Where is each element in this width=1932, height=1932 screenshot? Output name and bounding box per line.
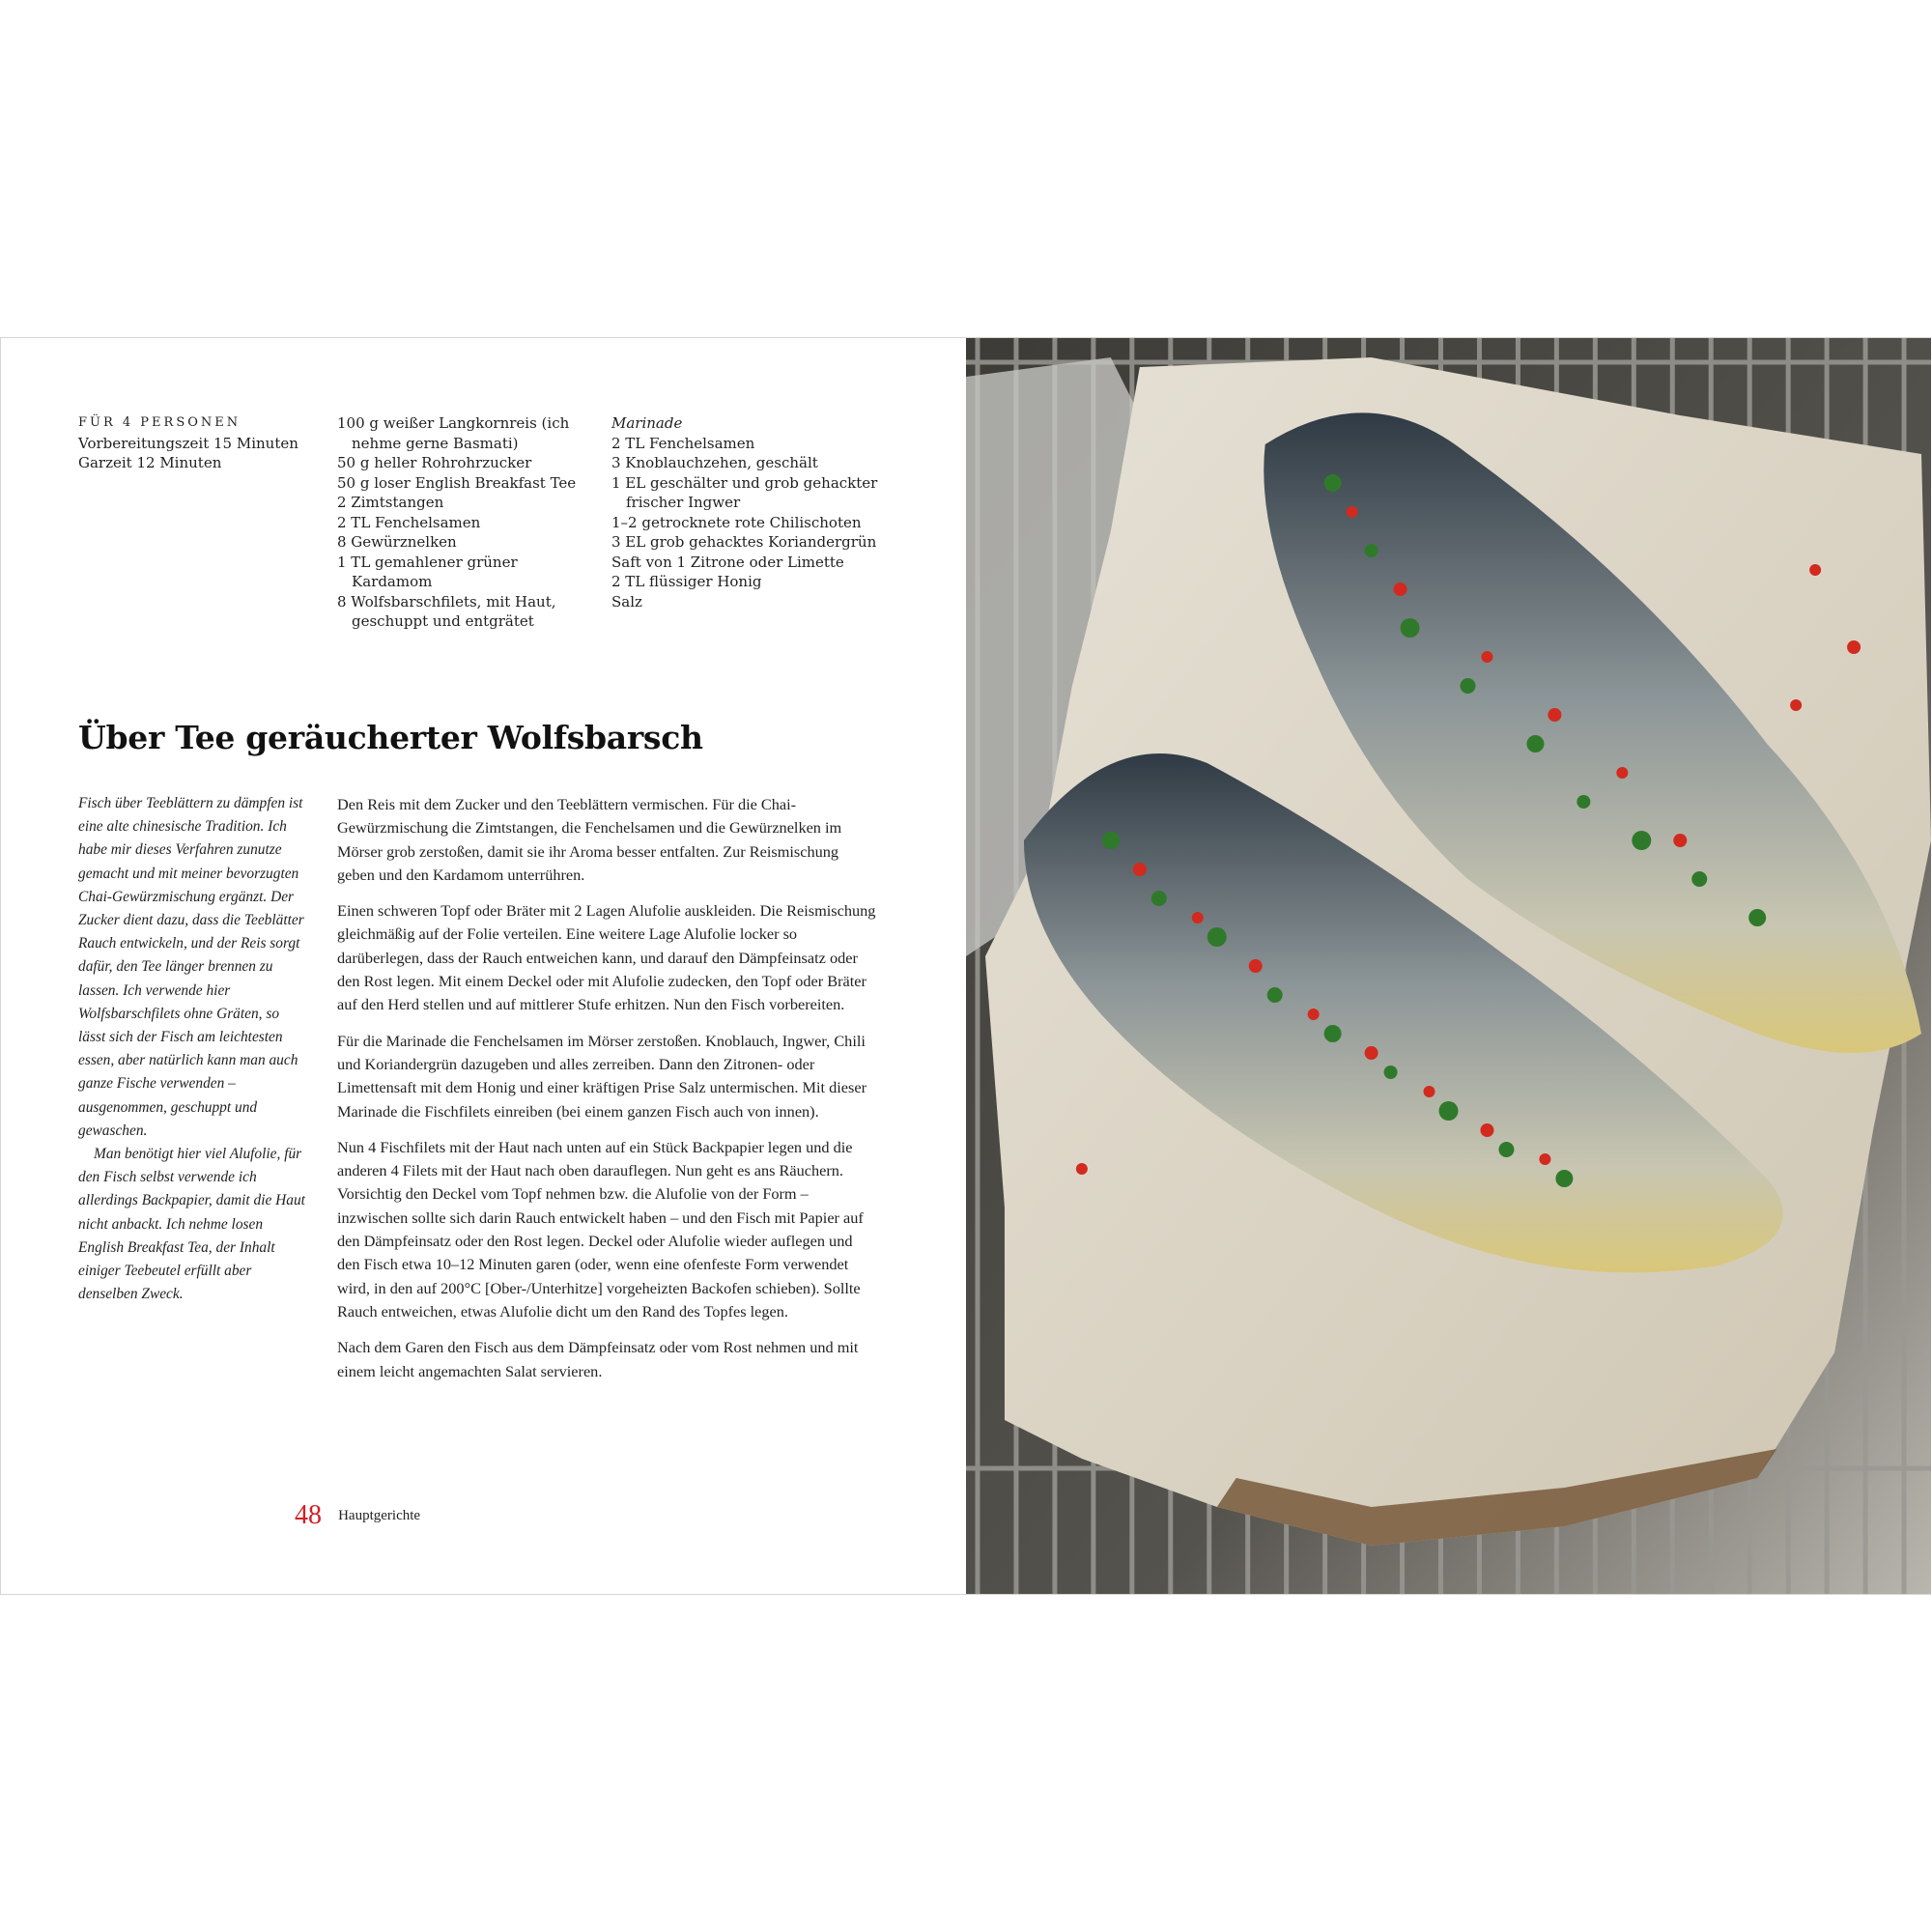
recipe-title: Über Tee geräucherter Wolfsbarsch — [78, 719, 703, 756]
ingredients-list — [337, 413, 600, 632]
fish-photo-illustration — [966, 338, 1931, 1594]
book-spread — [0, 337, 1931, 1595]
ingredient-item: 2 TL Fenchelsamen — [337, 513, 481, 531]
cook-time: Garzeit 12 Minuten — [78, 454, 222, 471]
marinade-item: Saft von 1 Zitrone oder Limette — [611, 553, 844, 571]
intro-text — [78, 792, 306, 1306]
ingredient-item: 8 Gewürznelken — [337, 533, 457, 551]
page-footer — [295, 1500, 420, 1531]
marinade-item: 2 TL flüssiger Honig — [611, 573, 762, 590]
section-name: Hauptgerichte — [338, 1507, 421, 1523]
marinade-item: 2 TL Fenchelsamen — [611, 434, 755, 452]
ingredient-item: 50 g loser English Breakfast Tee — [337, 473, 577, 492]
method-text — [337, 793, 878, 1396]
marinade-heading: Marinade — [611, 414, 683, 432]
marinade-item: Salz — [611, 592, 642, 611]
ingredient-item: 50 g heller Rohrohrzucker — [337, 454, 532, 471]
marinade-list — [611, 413, 892, 611]
method-step: Für die Marinade die Fenchelsamen im Mörser zerstoßen. Knoblauch, Ingwer, Chili und Koriandergrün dazugeben und alles zerreiben. Dann den Zitronen- oder Limettensaft mit dem Honig und einer kräftigen Prise Salz untermischen. Mit dieser Marinade die Fischfilets einreiben (bei einem ganzen Fisch auch von innen). — [337, 1031, 867, 1121]
marinade-item: 3 EL grob gehacktes Koriandergrün — [611, 533, 877, 551]
page-number: 48 — [295, 1500, 322, 1530]
intro-paragraph: Fisch über Teeblättern zu dämpfen ist eine alte chinesische Tradition. Ich habe mir dieses Verfahren zunutze gemacht und mit meiner bevorzugten Chai-Gewürzmischung ergänzt. Der Zucker dient dazu, dass die Teeblätter Rauch entwickeln, und der Reis sorgt dafür, den Tee länger brennen zu lassen. Ich verwende hier Wolfsbarschfilets ohne Gräten, so lässt sich der Fisch am leichtesten essen, aber natürlich kann man auch ganze Fische verwenden – ausgenommen, geschuppt und gewaschen. — [78, 795, 304, 1139]
ingredient-item: 2 Zimtstangen — [337, 494, 444, 511]
method-step: Nun 4 Fischfilets mit der Haut nach unten auf ein Stück Backpapier legen und die anderen 4 Filets mit der Haut nach oben darauflegen. Nun geht es ans Räuchern. Vorsichtig den Deckel vom Topf nehmen bzw. die Alufolie von der Form – inzwischen sollte sich darin Rauch entwickelt haben – und den Fisch mit Papier auf den Dämpfeinsatz oder den Rost legen. Deckel oder Alufolie wieder auflegen und den Fisch etwa 10–12 Minuten garen (oder, wenn eine ofenfeste Form verwendet wird, in den auf 200°C [Ober-/Unterhitze] vorgeheizten Backofen schieben). Sollte Rauch entweichen, etwas Alufolie dicht um den Rand des Topfes legen. — [337, 1137, 864, 1321]
ingredient-item: 1 TL gemahlener grüner Kardamom — [337, 553, 518, 590]
marinade-item: 3 Knoblauchzehen, geschält — [611, 454, 818, 471]
method-step: Einen schweren Topf oder Bräter mit 2 Lagen Alufolie auskleiden. Die Reismischung gleichmäßig auf der Folie verteilen. Eine weitere Lage Alufolie locker so darüberlegen, dass der Rauch entweichen kann, und darauf den Dämpfeinsatz oder den Rost legen. Mit einem Deckel oder mit Alufolie zudecken, den Topf oder Bräter auf den Herd stellen und auf mittlerer Stufe erhitzen. Nun den Fisch vorbereiten. — [337, 901, 876, 1014]
method-step: Nach dem Garen den Fisch aus dem Dämpfeinsatz oder vom Rost nehmen und mit einem leicht angemachten Salat servieren. — [337, 1338, 859, 1380]
recipe-meta — [78, 413, 298, 473]
intro-paragraph: Man benötigt hier viel Alufolie, für den Fisch selbst verwende ich allerdings Backpapier, damit die Haut nicht anbackt. Ich nehme losen English Breakfast Tea, der Inhalt einiger Teebeutel erfüllt aber denselben Zweck. — [78, 1146, 305, 1303]
marinade-item: 1–2 getrocknete rote Chilischoten — [611, 513, 862, 531]
servings-label: FÜR 4 PERSONEN — [78, 415, 242, 430]
method-step: Den Reis mit dem Zucker und den Teeblättern vermischen. Für die Chai-Gewürzmischung die Zimtstangen, die Fenchelsamen und die Gewürznelken im Mörser grob zerstoßen, damit sie ihr Aroma besser entfalten. Zur Reismischung geben und den Kardamom unterrühren. — [337, 795, 842, 884]
left-page — [1, 338, 966, 1594]
marinade-item: 1 EL geschälter und grob gehackter frischer Ingwer — [611, 473, 878, 511]
dish-photo — [966, 338, 1931, 1594]
ingredient-item: 8 Wolfsbarschfilets, mit Haut, geschuppt und entgrätet — [337, 592, 556, 630]
ingredient-item: 100 g weißer Langkornreis (ich nehme gerne Basmati) — [337, 414, 570, 452]
prep-time: Vorbereitungszeit 15 Minuten — [78, 434, 298, 452]
